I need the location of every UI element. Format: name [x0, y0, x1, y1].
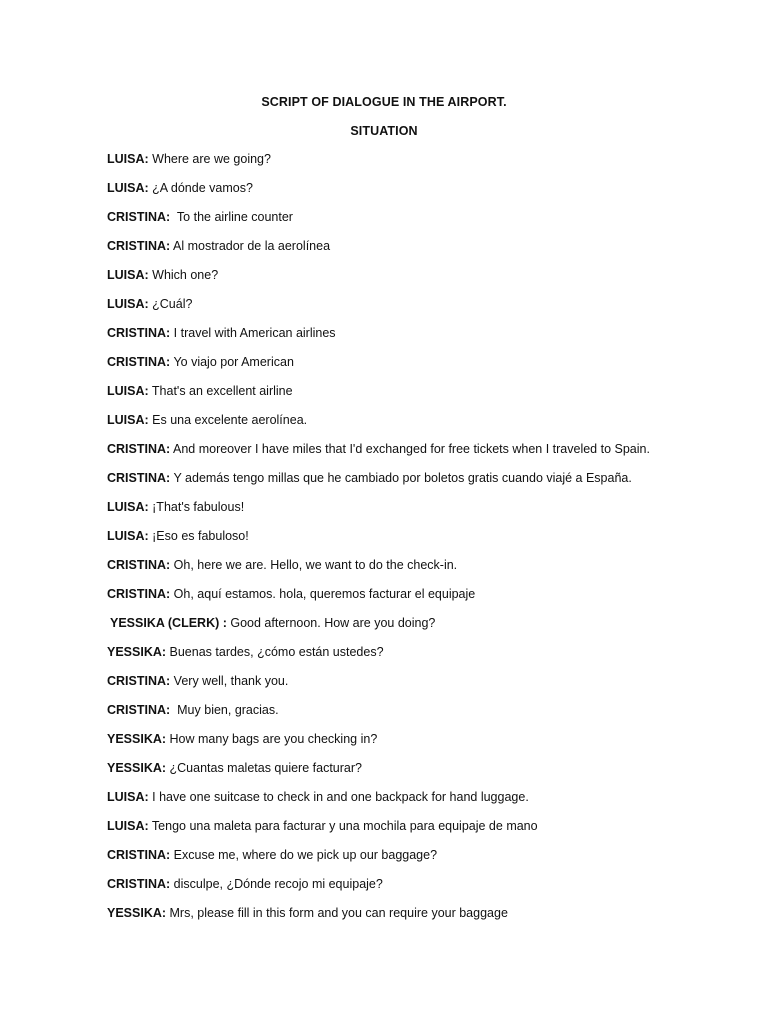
- speaker-name: CRISTINA:: [107, 877, 171, 891]
- speaker-name: CRISTINA:: [107, 587, 171, 601]
- utterance-text: Mrs, please fill in this form and you can require your baggage: [166, 906, 508, 920]
- speaker-name: YESSIKA:: [107, 732, 167, 746]
- speaker-name: YESSIKA (CLERK) :: [110, 616, 227, 630]
- utterance-text: Which one?: [148, 268, 219, 282]
- dialogue-line: [107, 470, 727, 499]
- dialogue-line: [107, 238, 727, 267]
- dialogue-line: [107, 789, 727, 818]
- dialogue-line: [107, 673, 727, 702]
- utterance-text: ¡That's fabulous!: [148, 500, 245, 514]
- speaker-name: CRISTINA:: [107, 471, 171, 485]
- speaker-name: CRISTINA:: [107, 558, 171, 572]
- utterance-text: Buenas tardes, ¿cómo están ustedes?: [166, 645, 384, 659]
- dialogue-line: [107, 180, 727, 209]
- speaker-name: CRISTINA:: [107, 848, 171, 862]
- dialogue-line: [107, 267, 727, 296]
- utterance-text: Al mostrador de la aerolínea: [170, 239, 331, 253]
- dialogue-line: [107, 383, 727, 412]
- speaker-name: CRISTINA:: [107, 355, 171, 369]
- utterance-text: Tengo una maleta para facturar y una mochila para equipaje de mano: [148, 819, 538, 833]
- speaker-name: LUISA:: [107, 790, 149, 804]
- utterance-text: How many bags are you checking in?: [166, 732, 378, 746]
- dialogue-line: [107, 818, 727, 847]
- dialogue-line: [107, 731, 727, 760]
- dialogue-line: [107, 876, 727, 905]
- utterance-text: Muy bien, gracias.: [170, 703, 279, 717]
- speaker-name: YESSIKA:: [107, 645, 167, 659]
- utterance-text: Good afternoon. How are you doing?: [226, 616, 436, 630]
- dialogue-line: [107, 412, 727, 441]
- dialogue-line: [107, 586, 727, 615]
- dialogue-line: [107, 209, 727, 238]
- utterance-text: To the airline counter: [170, 210, 293, 224]
- utterance-text: Oh, here we are. Hello, we want to do the check-in.: [170, 558, 458, 572]
- utterance-text: I have one suitcase to check in and one backpack for hand luggage.: [148, 790, 529, 804]
- utterance-text: ¡Eso es fabuloso!: [148, 529, 249, 543]
- utterance-text: Where are we going?: [148, 152, 271, 166]
- utterance-text: ¿Cuantas maletas quiere facturar?: [166, 761, 362, 775]
- speaker-name: CRISTINA:: [107, 326, 171, 340]
- speaker-name: LUISA:: [107, 181, 149, 195]
- document-title: SCRIPT OF DIALOGUE IN THE AIRPORT.: [261, 95, 507, 109]
- speaker-name: LUISA:: [107, 529, 149, 543]
- dialogue-line: [107, 528, 727, 557]
- utterance-text: That's an excellent airline: [148, 384, 293, 398]
- dialogue-line: [107, 151, 727, 180]
- speaker-name: YESSIKA:: [107, 761, 167, 775]
- speaker-name: LUISA:: [107, 413, 149, 427]
- speaker-name: CRISTINA:: [107, 674, 171, 688]
- dialogue-line: [107, 905, 727, 934]
- dialogue-line: [107, 644, 727, 673]
- dialogue-list: [107, 151, 727, 934]
- dialogue-line: [107, 702, 727, 731]
- dialogue-line: [107, 557, 727, 586]
- speaker-name: CRISTINA:: [107, 442, 171, 456]
- utterance-text: ¿A dónde vamos?: [148, 181, 253, 195]
- dialogue-line: [107, 760, 727, 789]
- utterance-text: And moreover I have miles that I'd exchanged for free tickets when I traveled to Spain.: [170, 442, 650, 456]
- dialogue-line: [107, 441, 727, 470]
- speaker-name: LUISA:: [107, 268, 149, 282]
- speaker-name: LUISA:: [107, 297, 149, 311]
- speaker-name: LUISA:: [107, 384, 149, 398]
- dialogue-line: [107, 615, 727, 644]
- speaker-name: LUISA:: [107, 500, 149, 514]
- speaker-name: CRISTINA:: [107, 210, 171, 224]
- utterance-text: I travel with American airlines: [170, 326, 336, 340]
- speaker-name: LUISA:: [107, 152, 149, 166]
- dialogue-line: [107, 325, 727, 354]
- speaker-name: CRISTINA:: [107, 239, 171, 253]
- utterance-text: Excuse me, where do we pick up our baggage?: [170, 848, 438, 862]
- utterance-text: disculpe, ¿Dónde recojo mi equipaje?: [170, 877, 383, 891]
- utterance-text: Very well, thank you.: [170, 674, 289, 688]
- speaker-name: CRISTINA:: [107, 703, 171, 717]
- dialogue-line: [107, 847, 727, 876]
- utterance-text: Oh, aquí estamos. hola, queremos facturar el equipaje: [170, 587, 476, 601]
- speaker-name: LUISA:: [107, 819, 149, 833]
- dialogue-line: [107, 296, 727, 325]
- utterance-text: Yo viajo por American: [170, 355, 294, 369]
- speaker-name: YESSIKA:: [107, 906, 167, 920]
- dialogue-line: [107, 499, 727, 528]
- utterance-text: Y además tengo millas que he cambiado por boletos gratis cuando viajé a España.: [170, 471, 632, 485]
- document-subtitle: SITUATION: [350, 124, 418, 138]
- utterance-text: Es una excelente aerolínea.: [148, 413, 308, 427]
- dialogue-line: [107, 354, 727, 383]
- utterance-text: ¿Cuál?: [148, 297, 193, 311]
